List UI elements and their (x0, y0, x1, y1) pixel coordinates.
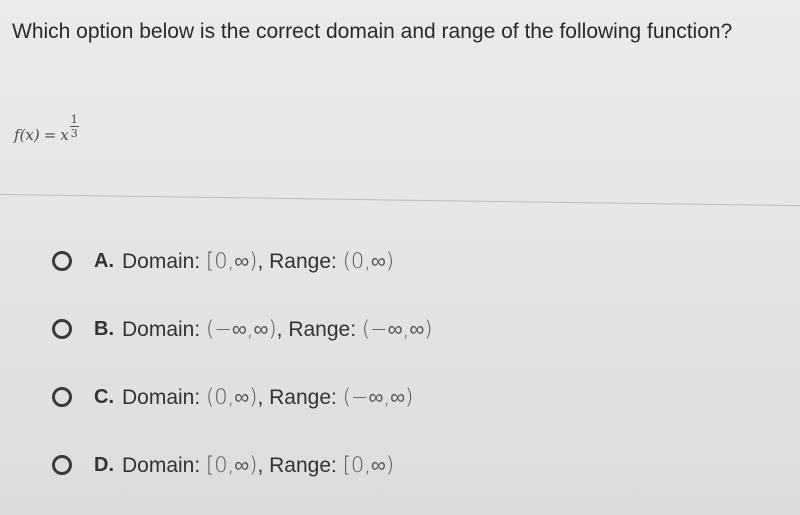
domain-value: (−∞,∞) (206, 316, 277, 341)
range-value: (−∞,∞) (361, 316, 433, 341)
option-text (122, 317, 433, 342)
domain-value: [0,∞) (206, 248, 258, 273)
option-text (122, 453, 394, 478)
radio-button-icon[interactable] (52, 387, 72, 407)
answer-options (52, 238, 433, 510)
option-text (122, 249, 394, 274)
range-label: Range: (269, 453, 337, 477)
radio-button-icon[interactable] (52, 251, 72, 271)
option-c[interactable] (52, 374, 433, 420)
option-letter: D. (94, 453, 114, 476)
option-d[interactable] (52, 442, 433, 488)
function-equals: = (43, 126, 57, 144)
range-label: Range: (288, 317, 357, 341)
option-separator: , (257, 453, 270, 477)
range-label: Range: (269, 385, 337, 409)
exponent-numerator: 1 (70, 112, 78, 126)
radio-button-icon[interactable] (52, 319, 72, 339)
function-lhs: f(x) (14, 126, 40, 144)
function-expression (14, 112, 79, 158)
domain-label: Domain: (122, 385, 201, 409)
option-letter: C. (94, 385, 114, 408)
domain-label: Domain: (122, 249, 201, 273)
option-separator: , (257, 385, 270, 409)
option-b[interactable] (52, 306, 433, 352)
domain-label: Domain: (122, 317, 201, 341)
range-label: Range: (269, 249, 337, 273)
range-value: (−∞,∞) (342, 384, 414, 409)
option-letter: B. (94, 317, 114, 340)
option-letter: A. (94, 249, 114, 272)
range-value: [0,∞) (342, 452, 395, 477)
radio-button-icon[interactable] (52, 455, 72, 475)
domain-value: (0,∞) (206, 384, 258, 409)
range-value: (0,∞) (342, 248, 395, 273)
question-text: Which option below is the correct domain and range of the following function? (12, 20, 733, 43)
domain-label: Domain: (122, 453, 201, 477)
option-a[interactable] (52, 238, 433, 284)
option-separator: , (257, 249, 270, 273)
divider (0, 194, 800, 206)
function-exponent (70, 114, 79, 139)
option-separator: , (276, 317, 289, 341)
exponent-denominator: 3 (70, 126, 78, 140)
function-base: x (60, 126, 69, 144)
option-text (122, 385, 413, 410)
domain-value: [0,∞) (206, 452, 258, 477)
